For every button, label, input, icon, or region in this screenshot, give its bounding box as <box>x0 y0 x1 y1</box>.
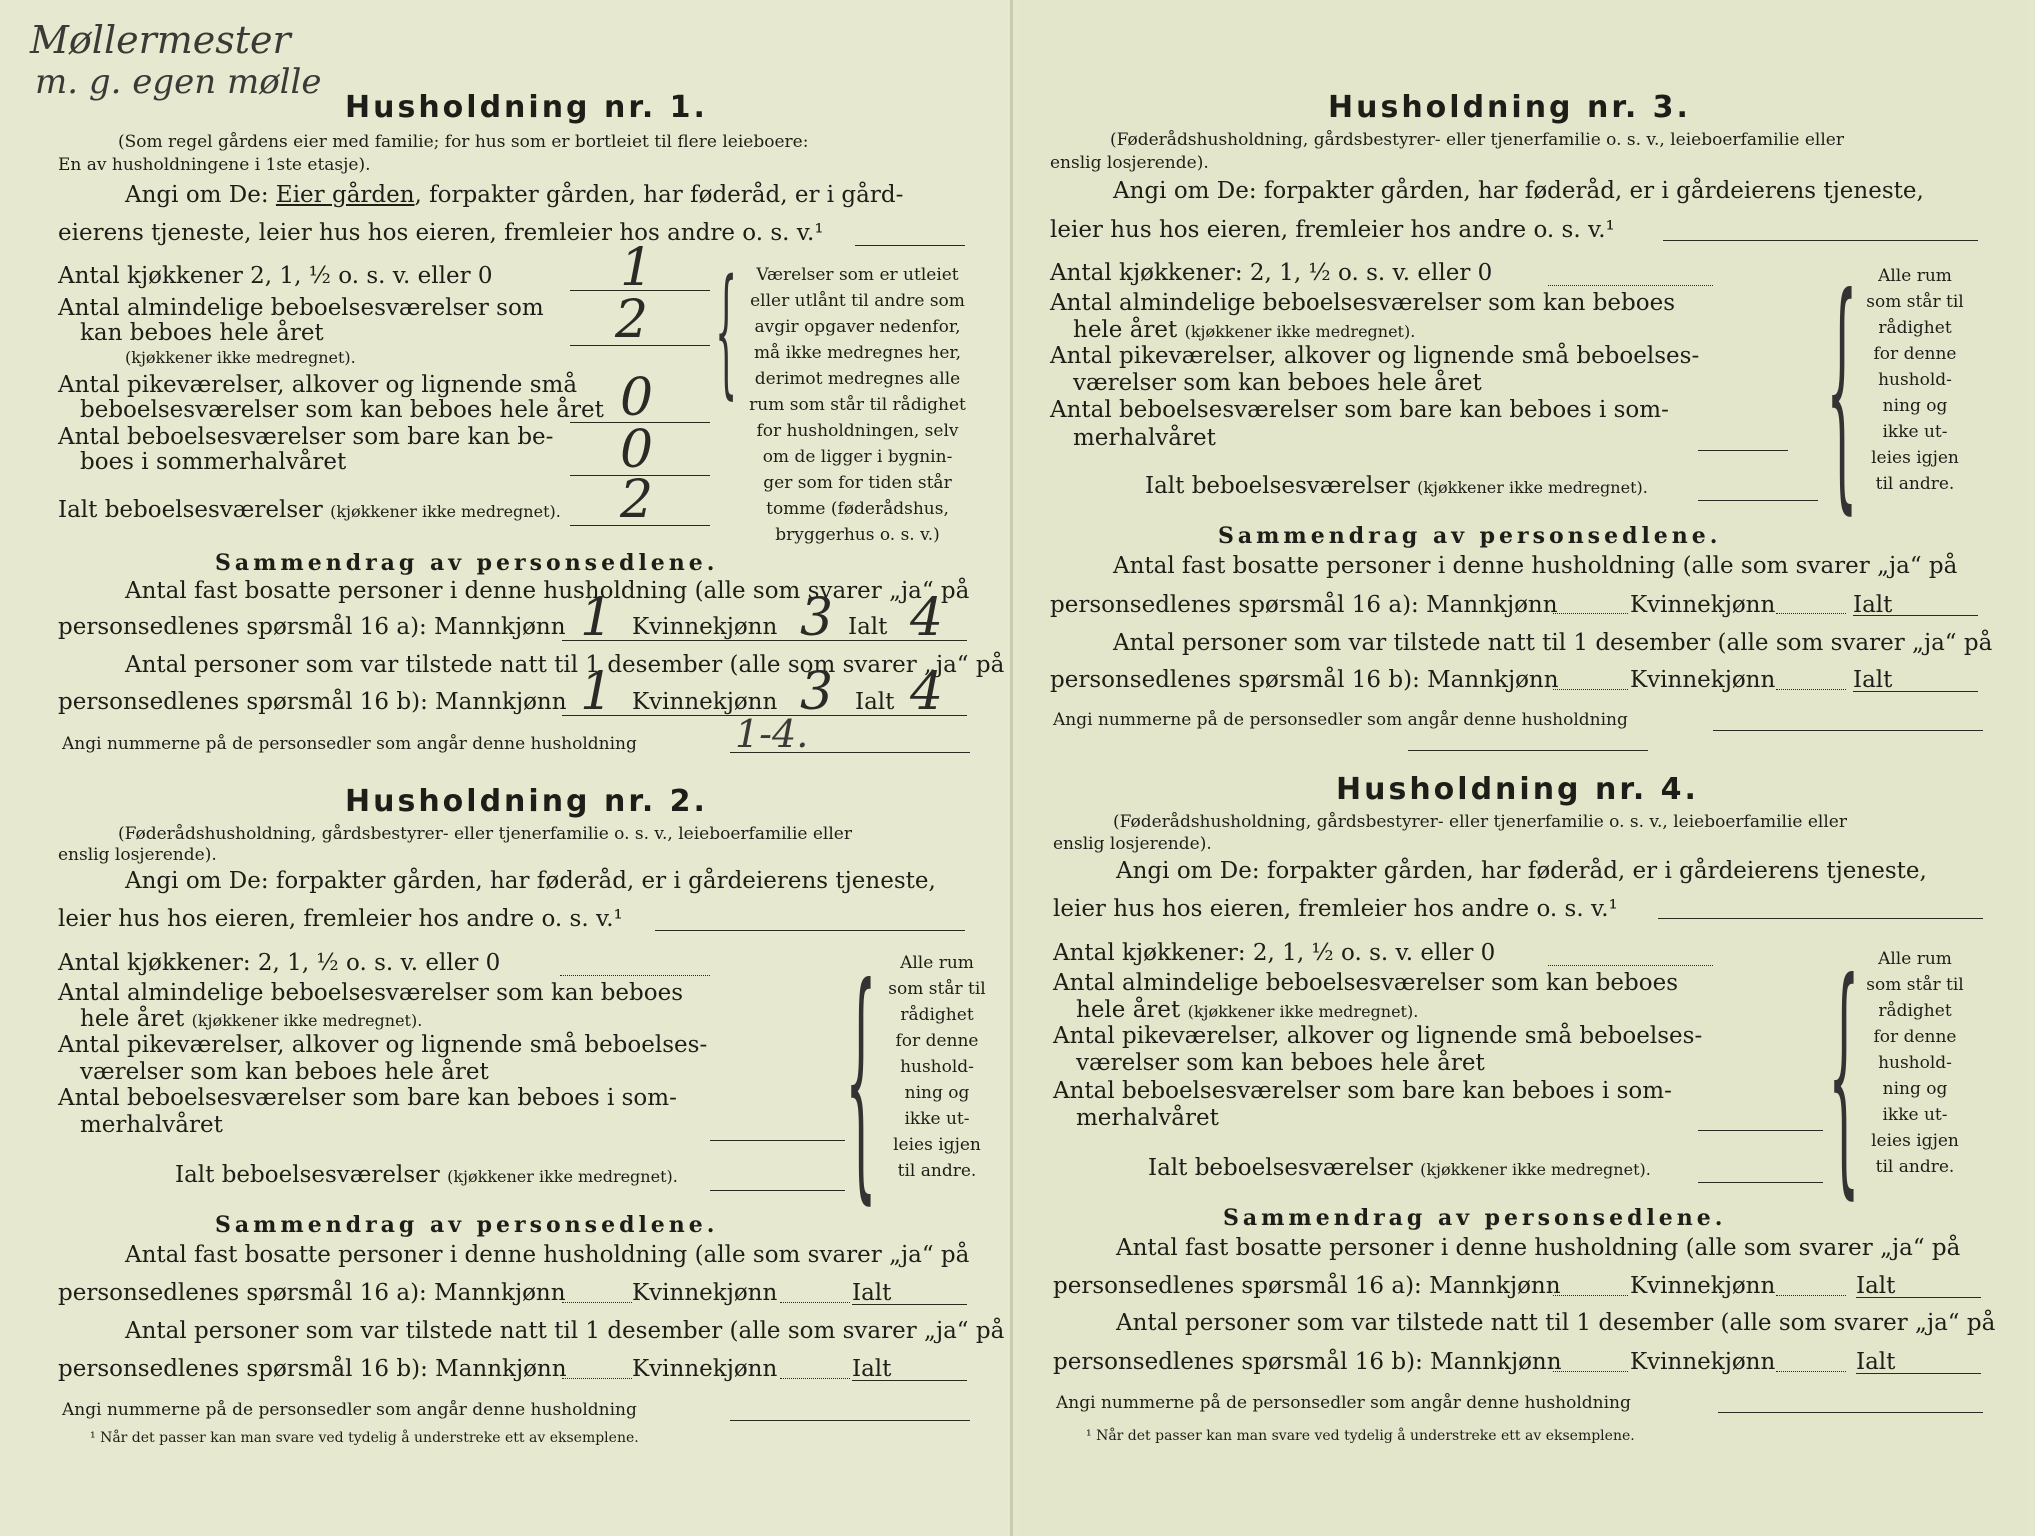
h4-summer-rooms-label-1: Antal beboelsesværelser som bare kan beboes i som- <box>1053 1078 1672 1104</box>
h3-summary-a-male-line <box>1553 613 1628 614</box>
h1-rooms-label-1: Antal almindelige beboelsesværelser som <box>58 295 544 321</box>
h3-summary-b-line-2: personsedlenes spørsmål 16 b): Mannkjønn <box>1050 667 1559 693</box>
h4-maid-rooms-label-2: værelser som kan beboes hele året <box>1076 1050 1485 1076</box>
h2-summary-b-male-line <box>562 1378 632 1379</box>
h4-maid-rooms-label-1: Antal pikeværelser, alkover og lignende små beboelses- <box>1053 1023 1703 1049</box>
h1-summary-a-line-1: Antal fast bosatte personer i denne husholdning (alle som svarer „ja“ på <box>125 578 970 604</box>
h1-summary-a-line-2: personsedlenes spørsmål 16 a): Mannkjønn <box>58 614 566 640</box>
h1-summary-b-male: 1 <box>580 662 614 722</box>
h3-total-rooms-line <box>1698 500 1818 501</box>
h4-question-line-1: Angi om De: forpakter gården, har føderåd, er i gårdeierens tjeneste, <box>1116 858 1927 884</box>
h2-rooms-label-1: Antal almindelige beboelsesværelser som kan beboes <box>58 980 684 1006</box>
h4-summary-a-female-label: Kvinnekjønn <box>1630 1273 1776 1299</box>
total-note: (kjøkkener ikke medregnet). <box>1417 478 1648 497</box>
h4-summary-a-line-2: personsedlenes spørsmål 16 a): Mannkjønn <box>1053 1273 1561 1299</box>
h1-summary-b-line-1: Antal personer som var tilstede natt til 1 desember (alle som svarer „ja“ på <box>125 652 1005 678</box>
total-label: Ialt beboelsesværelser <box>1148 1155 1413 1181</box>
h1-summer-rooms-label-1: Antal beboelsesværelser som bare kan be- <box>58 424 554 450</box>
household-4-note-2: enslig losjerende). <box>1053 834 1212 854</box>
h3-rooms-label-2 <box>1073 317 1415 343</box>
h1-summer-rooms-label-2: boes i sommerhalvåret <box>80 449 347 475</box>
h2-total-rooms-line <box>710 1190 845 1191</box>
left-page <box>0 0 1013 1536</box>
question-options: , forpakter gården, har føderåd, er i gård- <box>414 182 904 208</box>
h2-summary-b-line-2: personsedlenes spørsmål 16 b): Mannkjønn <box>58 1356 567 1382</box>
h3-summary-b-male-line <box>1553 689 1628 690</box>
h3-side-note: Alle rum som står til rådighet for denne hushold- ning og ikke ut- leies igjen til andre. <box>1866 266 1964 494</box>
rooms-note: (kjøkkener ikke medregnet). <box>191 1011 423 1030</box>
h4-numbers-label: Angi nummerne på de personsedler som angår denne husholdning <box>1056 1393 1631 1413</box>
household-4-title: Husholdning nr. 4. <box>1336 772 1699 807</box>
question-label: Angi om De: <box>125 182 269 208</box>
total-note: (kjøkkener ikke medregnet). <box>330 502 561 521</box>
left-footnote: ¹ Når det passer kan man svare ved tydelig å understreke ett av eksemplene. <box>90 1430 639 1446</box>
h2-summary-b-total-line <box>852 1380 967 1381</box>
household-1-title: Husholdning nr. 1. <box>345 90 708 125</box>
h3-summer-rooms-label-1: Antal beboelsesværelser som bare kan beboes i som- <box>1050 397 1669 423</box>
h3-summary-b-total-line <box>1853 691 1978 692</box>
h2-summary-title: Sammendrag av personsedlene. <box>215 1212 719 1238</box>
h2-side-note: Alle rum som står til rådighet for denne hushold- ning og ikke ut- leies igjen til andre. <box>888 953 986 1181</box>
h4-summary-title: Sammendrag av personsedlene. <box>1223 1205 1727 1231</box>
answer-line <box>855 245 965 246</box>
h4-question-line-2: leier hus hos eieren, fremleier hos andre o. s. v.¹ <box>1053 896 1618 922</box>
household-2-note-1: (Føderådshusholdning, gårdsbestyrer- eller tjenerfamilie o. s. v., leieboerfamilie eller <box>118 824 852 844</box>
h4-side-note: Alle rum som står til rådighet for denne hushold- ning og ikke ut- leies igjen til andre. <box>1866 949 1964 1177</box>
h1-summary-title: Sammendrag av personsedlene. <box>215 550 719 576</box>
total-note: (kjøkkener ikke medregnet). <box>447 1167 678 1186</box>
h3-summary-a-female-line <box>1776 613 1846 614</box>
household-2-title: Husholdning nr. 2. <box>345 784 708 819</box>
handwritten-occupation: Møllermester <box>30 18 291 62</box>
h4-numbers-line <box>1718 1412 1983 1413</box>
household-1-question-line-2: eierens tjeneste, leier hus hos eieren, fremleier hos andre o. s. v.¹ <box>58 220 824 246</box>
h4-kitchens-line <box>1548 965 1713 966</box>
h2-numbers-line <box>730 1420 970 1421</box>
h3-numbers-line <box>1713 730 1983 731</box>
household-1-note-1: (Som regel gårdens eier med familie; for hus som er bortleiet til flere leieboere: <box>118 132 809 152</box>
h3-question-line-1: Angi om De: forpakter gården, har føderåd, er i gårdeierens tjeneste, <box>1113 178 1924 204</box>
separator-line <box>1408 750 1648 751</box>
h2-rooms-label-2 <box>80 1006 422 1032</box>
h1-summer-rooms-value: 0 <box>620 420 654 480</box>
h2-summary-a-total-label: Ialt <box>852 1280 892 1306</box>
h3-summary-a-total-label: Ialt <box>1853 592 1893 618</box>
h2-summary-a-line-1: Antal fast bosatte personer i denne husholdning (alle som svarer „ja“ på <box>125 1242 970 1268</box>
household-3-note-1: (Føderådshusholdning, gårdsbestyrer- eller tjenerfamilie o. s. v., leieboerfamilie eller <box>1110 130 1844 150</box>
h4-rooms-label-1: Antal almindelige beboelsesværelser som kan beboes <box>1053 970 1679 996</box>
h3-summer-rooms-line <box>1698 450 1788 451</box>
h2-summary-a-female-line <box>780 1302 850 1303</box>
h4-summary-b-line-1: Antal personer som var tilstede natt til 1 desember (alle som svarer „ja“ på <box>1116 1310 1996 1336</box>
h1-total-rooms-value: 2 <box>620 470 654 530</box>
h4-summary-b-total-label: Ialt <box>1856 1349 1896 1375</box>
h2-kitchens-label: Antal kjøkkener: 2, 1, ½ o. s. v. eller 0 <box>58 950 501 976</box>
h4-summary-b-line-2: personsedlenes spørsmål 16 b): Mannkjønn <box>1053 1349 1562 1375</box>
h3-rooms-label-1: Antal almindelige beboelsesværelser som kan beboes <box>1050 290 1676 316</box>
h1-summary-b-female: 3 <box>800 662 834 722</box>
h2-summer-rooms-label-2: merhalvåret <box>80 1112 223 1138</box>
h3-question-line-2: leier hus hos eieren, fremleier hos andre o. s. v.¹ <box>1050 217 1615 243</box>
h4-summary-b-total-line <box>1856 1373 1981 1374</box>
h1-total-rooms-label <box>58 497 561 523</box>
h1-total-rooms-line <box>570 525 710 526</box>
total-label: Ialt beboelsesværelser <box>175 1162 440 1188</box>
h2-summary-a-female-label: Kvinnekjønn <box>632 1280 778 1306</box>
h4-kitchens-label: Antal kjøkkener: 2, 1, ½ o. s. v. eller 0 <box>1053 940 1496 966</box>
household-3-title: Husholdning nr. 3. <box>1328 90 1691 125</box>
h2-numbers-label: Angi nummerne på de personsedler som angår denne husholdning <box>62 1400 637 1420</box>
h3-kitchens-line <box>1548 285 1713 286</box>
h3-summary-b-female-label: Kvinnekjønn <box>1630 667 1776 693</box>
h2-maid-rooms-label-2: værelser som kan beboes hele året <box>80 1059 489 1085</box>
household-2-note-2: enslig losjerende). <box>58 845 217 865</box>
handwritten-occupation-2: m. g. egen mølle <box>35 62 322 102</box>
h3-maid-rooms-label-1: Antal pikeværelser, alkover og lignende små beboelses- <box>1050 343 1700 369</box>
h3-question-line <box>1663 240 1978 241</box>
h1-kitchens-value: 1 <box>620 238 654 298</box>
h3-maid-rooms-label-2: værelser som kan beboes hele året <box>1073 370 1482 396</box>
h1-numbers-value: 1-4. <box>735 712 809 756</box>
h2-summary-a-male-line <box>562 1302 632 1303</box>
total-note: (kjøkkener ikke medregnet). <box>1420 1160 1651 1179</box>
h3-summary-a-female-label: Kvinnekjønn <box>1630 592 1776 618</box>
right-footnote: ¹ Når det passer kan man svare ved tydelig å understreke ett av eksemplene. <box>1086 1428 1635 1444</box>
h2-summary-b-line-1: Antal personer som var tilstede natt til 1 desember (alle som svarer „ja“ på <box>125 1318 1005 1344</box>
h2-summary-a-total-line <box>852 1304 967 1305</box>
h1-maid-rooms-value: 0 <box>620 368 654 428</box>
household-4-note-1: (Føderådshusholdning, gårdsbestyrer- eller tjenerfamilie o. s. v., leieboerfamilie eller <box>1113 812 1847 832</box>
h3-summary-title: Sammendrag av personsedlene. <box>1218 523 1722 549</box>
household-3-note-2: enslig losjerende). <box>1050 153 1209 173</box>
rooms-note: (kjøkkener ikke medregnet). <box>1184 322 1416 341</box>
total-label: Ialt beboelsesværelser <box>58 497 323 523</box>
h1-rooms-note: (kjøkkener ikke medregnet). <box>125 348 356 367</box>
rooms-label: hele året <box>80 1006 185 1032</box>
h1-kitchens-label: Antal kjøkkener 2, 1, ½ o. s. v. eller 0 <box>58 263 493 289</box>
h4-summary-a-total-line <box>1856 1297 1981 1298</box>
h4-brace: { <box>1828 929 1860 1220</box>
h4-summer-rooms-label-2: merhalvåret <box>1076 1105 1219 1131</box>
h4-summary-b-female-label: Kvinnekjønn <box>1630 1349 1776 1375</box>
h1-summary-a-line <box>562 640 967 641</box>
h3-numbers-label: Angi nummerne på de personsedler som angår denne husholdning <box>1053 710 1628 730</box>
h2-summary-b-female-line <box>780 1378 850 1379</box>
h1-summary-a-female: 3 <box>800 588 834 648</box>
h3-kitchens-label: Antal kjøkkener: 2, 1, ½ o. s. v. eller 0 <box>1050 260 1493 286</box>
h3-summary-b-line-1: Antal personer som var tilstede natt til 1 desember (alle som svarer „ja“ på <box>1113 630 1993 656</box>
h1-summary-a-total-label: Ialt <box>848 614 888 640</box>
h2-summer-rooms-line <box>710 1140 845 1141</box>
h2-question-line <box>655 930 965 931</box>
h1-rooms-line <box>570 345 710 346</box>
h1-summary-b-female-label: Kvinnekjønn <box>632 689 778 715</box>
h3-summer-rooms-label-2: merhalvåret <box>1073 425 1216 451</box>
h1-brace: { <box>715 250 738 413</box>
h1-numbers-label: Angi nummerne på de personsedler som angår denne husholdning <box>62 734 637 754</box>
h4-summary-b-male-line <box>1553 1371 1628 1372</box>
h3-summary-a-total-line <box>1853 615 1978 616</box>
h4-total-rooms-line <box>1698 1182 1823 1183</box>
h1-summary-b-total: 4 <box>910 662 944 722</box>
h2-maid-rooms-label-1: Antal pikeværelser, alkover og lignende små beboelses- <box>58 1032 708 1058</box>
h1-numbers-line <box>730 752 970 753</box>
h1-summary-b-total-label: Ialt <box>855 689 895 715</box>
h4-question-line <box>1658 918 1983 919</box>
h1-maid-rooms-label-2: beboelsesværelser som kan beboes hele året <box>80 397 604 423</box>
h1-summary-b-line-2: personsedlenes spørsmål 16 b): Mannkjønn <box>58 689 567 715</box>
h1-rooms-label-2: kan beboes hele året <box>80 320 324 346</box>
h4-summary-a-female-line <box>1776 1295 1846 1296</box>
h2-kitchens-line <box>560 975 710 976</box>
h2-question-line-2: leier hus hos eieren, fremleier hos andre o. s. v.¹ <box>58 906 623 932</box>
h2-summary-b-female-label: Kvinnekjønn <box>632 1356 778 1382</box>
h3-summary-a-line-2: personsedlenes spørsmål 16 a): Mannkjønn <box>1050 592 1558 618</box>
h3-total-rooms-label <box>1145 473 1648 499</box>
household-1-question-line-1 <box>125 182 903 208</box>
underlined-answer: Eier gården <box>275 182 415 208</box>
h2-summer-rooms-label-1: Antal beboelsesværelser som bare kan beboes i som- <box>58 1085 677 1111</box>
h4-summary-a-total-label: Ialt <box>1856 1273 1896 1299</box>
h3-summary-b-total-label: Ialt <box>1853 667 1893 693</box>
h3-brace: { <box>1826 244 1858 535</box>
rooms-label: hele året <box>1076 997 1181 1023</box>
h4-summer-rooms-line <box>1698 1130 1823 1131</box>
h4-summary-a-male-line <box>1553 1295 1628 1296</box>
h3-summary-b-female-line <box>1776 689 1846 690</box>
h2-summary-b-total-label: Ialt <box>852 1356 892 1382</box>
h1-maid-rooms-label-1: Antal pikeværelser, alkover og lignende små <box>58 372 578 398</box>
h2-question-line-1: Angi om De: forpakter gården, har føderåd, er i gårdeierens tjeneste, <box>125 868 936 894</box>
household-1-note-2: En av husholdningene i 1ste etasje). <box>58 155 371 175</box>
h1-summary-a-male: 1 <box>580 588 614 648</box>
h4-total-rooms-label <box>1148 1155 1651 1181</box>
rooms-label: hele året <box>1073 317 1178 343</box>
h2-summary-a-line-2: personsedlenes spørsmål 16 a): Mannkjønn <box>58 1280 566 1306</box>
h1-rooms-value: 2 <box>615 290 649 350</box>
h2-brace: { <box>845 934 877 1225</box>
h2-total-rooms-label <box>175 1162 678 1188</box>
rooms-note: (kjøkkener ikke medregnet). <box>1187 1002 1419 1021</box>
h1-side-note: Værelser som er utleiet eller utlånt til andre som avgir opgaver nedenfor, må ikke medregnes her, derimot medregnes alle rum som står til rådighet for husholdningen, selv om de ligger i bygnin- ger som for tiden står tomme (føderådshus, bryggerhus o. s. v.) <box>749 265 966 545</box>
h1-summary-a-female-label: Kvinnekjønn <box>632 614 778 640</box>
h4-summary-b-female-line <box>1776 1371 1846 1372</box>
h1-summary-a-total: 4 <box>910 588 944 648</box>
right-page <box>1018 0 2028 1536</box>
h3-summary-a-line-1: Antal fast bosatte personer i denne husholdning (alle som svarer „ja“ på <box>1113 553 1958 579</box>
h4-rooms-label-2 <box>1076 997 1418 1023</box>
total-label: Ialt beboelsesværelser <box>1145 473 1410 499</box>
h4-summary-a-line-1: Antal fast bosatte personer i denne husholdning (alle som svarer „ja“ på <box>1116 1235 1961 1261</box>
